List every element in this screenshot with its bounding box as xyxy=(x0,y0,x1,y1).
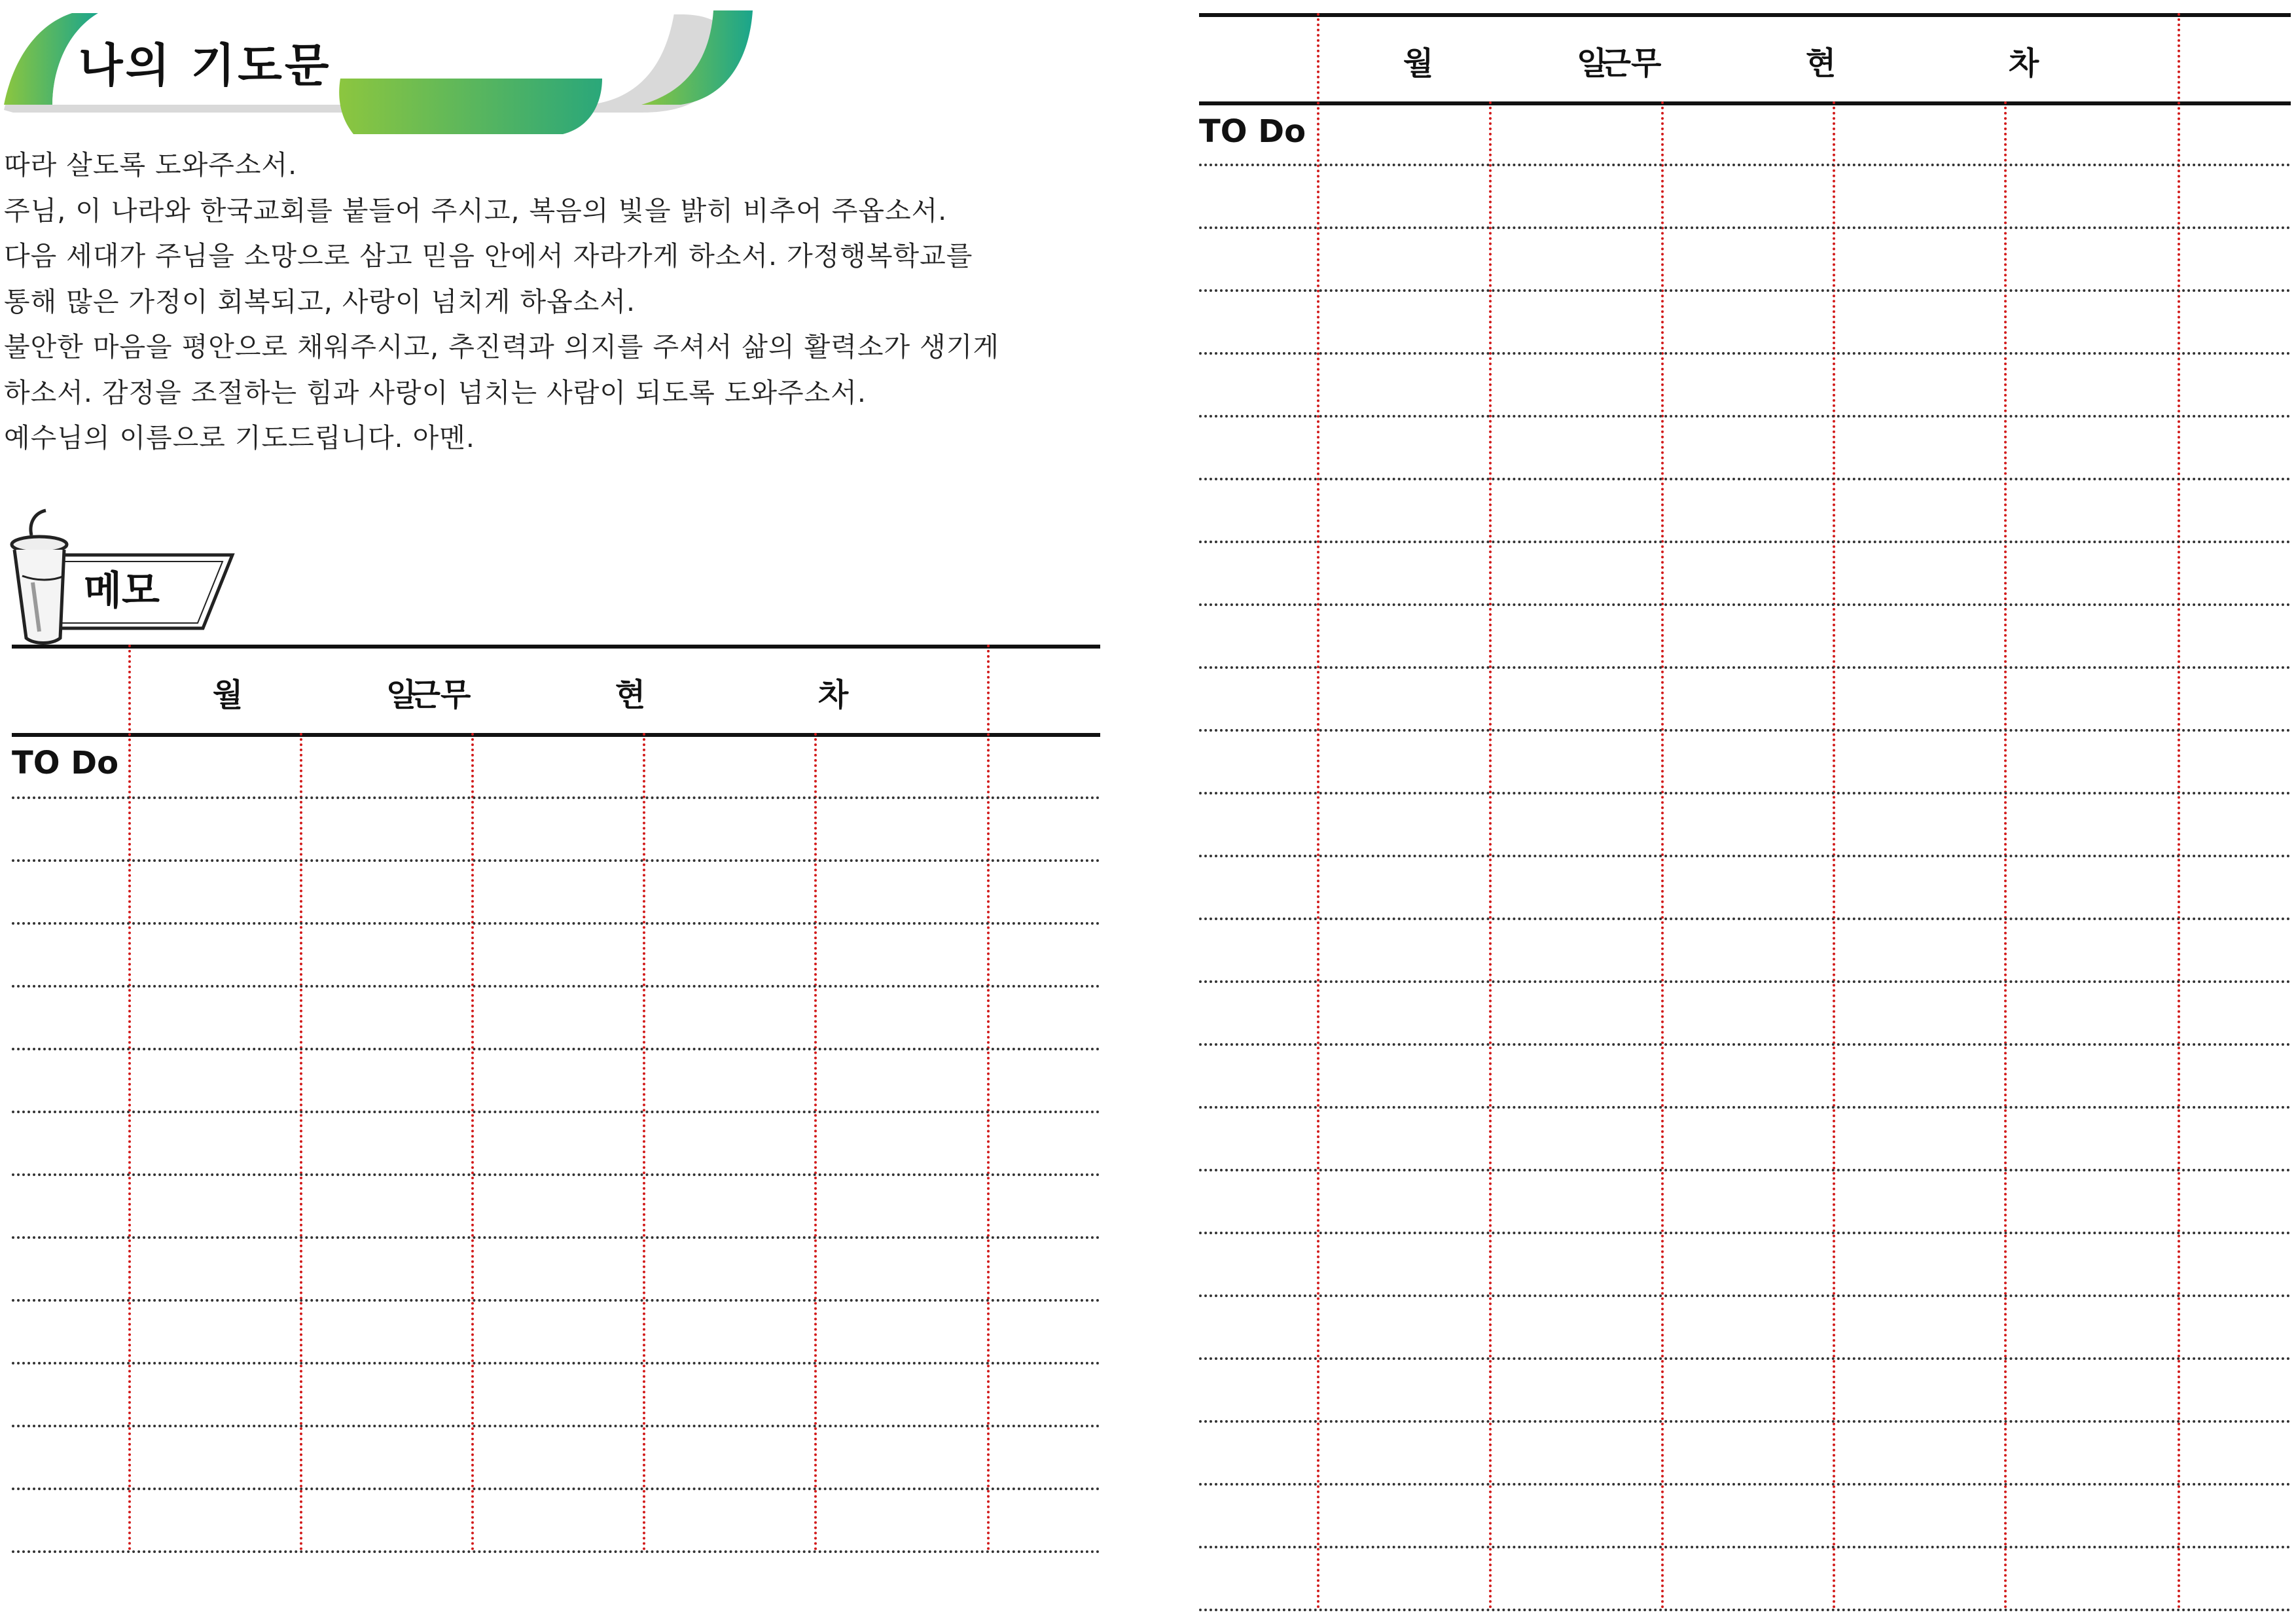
grid-column-line xyxy=(643,733,645,1551)
row-line xyxy=(1199,1106,2291,1109)
header-bottom-rule xyxy=(12,733,1100,737)
row-line xyxy=(12,1048,1100,1050)
row-line xyxy=(12,922,1100,925)
row-line xyxy=(12,1488,1100,1490)
row-line xyxy=(1199,541,2291,543)
prayer-line: 예수님의 이름으로 기도드립니다. 아멘. xyxy=(4,422,475,454)
row-line xyxy=(1199,478,2291,480)
grid-column-line xyxy=(2178,13,2180,1610)
planner-left xyxy=(12,645,1102,1561)
row-line xyxy=(1199,289,2291,292)
header-order: 차 xyxy=(817,677,849,713)
row-line xyxy=(12,1425,1100,1427)
row-line xyxy=(1199,666,2291,669)
row-line xyxy=(12,1111,1100,1113)
row-line xyxy=(1199,855,2291,857)
row-line xyxy=(1199,1483,2291,1486)
header-month: 월 xyxy=(212,677,243,713)
grid-column-line xyxy=(814,733,817,1551)
row-line xyxy=(1199,352,2291,355)
row-line xyxy=(12,859,1100,862)
row-line xyxy=(12,796,1100,799)
prayer-line: 불안한 마음을 평안으로 채워주시고, 추진력과 의지를 주셔서 삶의 활력소가 생기게 xyxy=(4,331,999,363)
page-title: 나의 기도문 xyxy=(79,39,332,92)
header-day: 일 xyxy=(386,677,417,713)
header-work: 근무 xyxy=(410,677,471,713)
todo-label: TO Do xyxy=(1199,113,1306,150)
row-line xyxy=(12,1299,1100,1302)
title-banner xyxy=(0,0,772,141)
grid-column-line xyxy=(471,733,474,1551)
header-day: 일 xyxy=(1576,45,1607,82)
prayer-line: 주님, 이 나라와 한국교회를 붙들어 주시고, 복음의 빛을 밝히 비추어 주옵소서. xyxy=(4,194,948,226)
row-line xyxy=(1199,1043,2291,1046)
memo-label xyxy=(0,504,249,648)
header-month: 월 xyxy=(1403,45,1434,82)
row-line xyxy=(1199,415,2291,418)
row-line xyxy=(1199,1169,2291,1171)
header-work: 근무 xyxy=(1600,45,1662,82)
header-top-rule xyxy=(12,645,1100,649)
header-current: 현 xyxy=(1805,45,1837,82)
row-line xyxy=(1199,1294,2291,1297)
grid-column-line xyxy=(1317,13,1319,1610)
row-line xyxy=(1199,1420,2291,1423)
row-line xyxy=(1199,226,2291,229)
row-line xyxy=(12,1362,1100,1364)
prayer-line: 통해 많은 가정이 회복되고, 사랑이 넘치게 하옵소서. xyxy=(4,285,636,317)
row-line xyxy=(12,985,1100,988)
header-current: 현 xyxy=(615,677,646,713)
header-bottom-rule xyxy=(1199,101,2291,105)
prayer-line: 따라 살도록 도와주소서. xyxy=(4,149,298,181)
row-line xyxy=(12,1236,1100,1239)
grid-column-line xyxy=(128,645,131,1551)
planner-right xyxy=(1199,13,2292,1610)
todo-label: TO Do xyxy=(12,745,119,781)
grid-column-line xyxy=(987,645,990,1551)
prayer-line: 하소서. 감정을 조절하는 힘과 사랑이 넘치는 사람이 되도록 도와주소서. xyxy=(4,376,867,408)
row-line xyxy=(12,1173,1100,1176)
memo-title: 메모 xyxy=(84,568,160,614)
prayer-text xyxy=(4,143,1103,461)
header-order: 차 xyxy=(2008,45,2039,82)
grid-column-line xyxy=(300,733,302,1551)
row-line xyxy=(1199,1546,2291,1548)
row-line xyxy=(12,1550,1100,1553)
prayer-line: 다음 세대가 주님을 소망으로 삼고 믿음 안에서 자라가게 하소서. 가정행복학교를 xyxy=(4,240,973,272)
row-line xyxy=(1199,1609,2291,1611)
row-line xyxy=(1199,164,2291,166)
row-line xyxy=(1199,980,2291,983)
row-line xyxy=(1199,1232,2291,1234)
row-line xyxy=(1199,918,2291,920)
header-top-rule xyxy=(1199,13,2291,17)
row-line xyxy=(1199,729,2291,732)
row-line xyxy=(1199,1357,2291,1360)
row-line xyxy=(1199,603,2291,606)
row-line xyxy=(1199,792,2291,794)
